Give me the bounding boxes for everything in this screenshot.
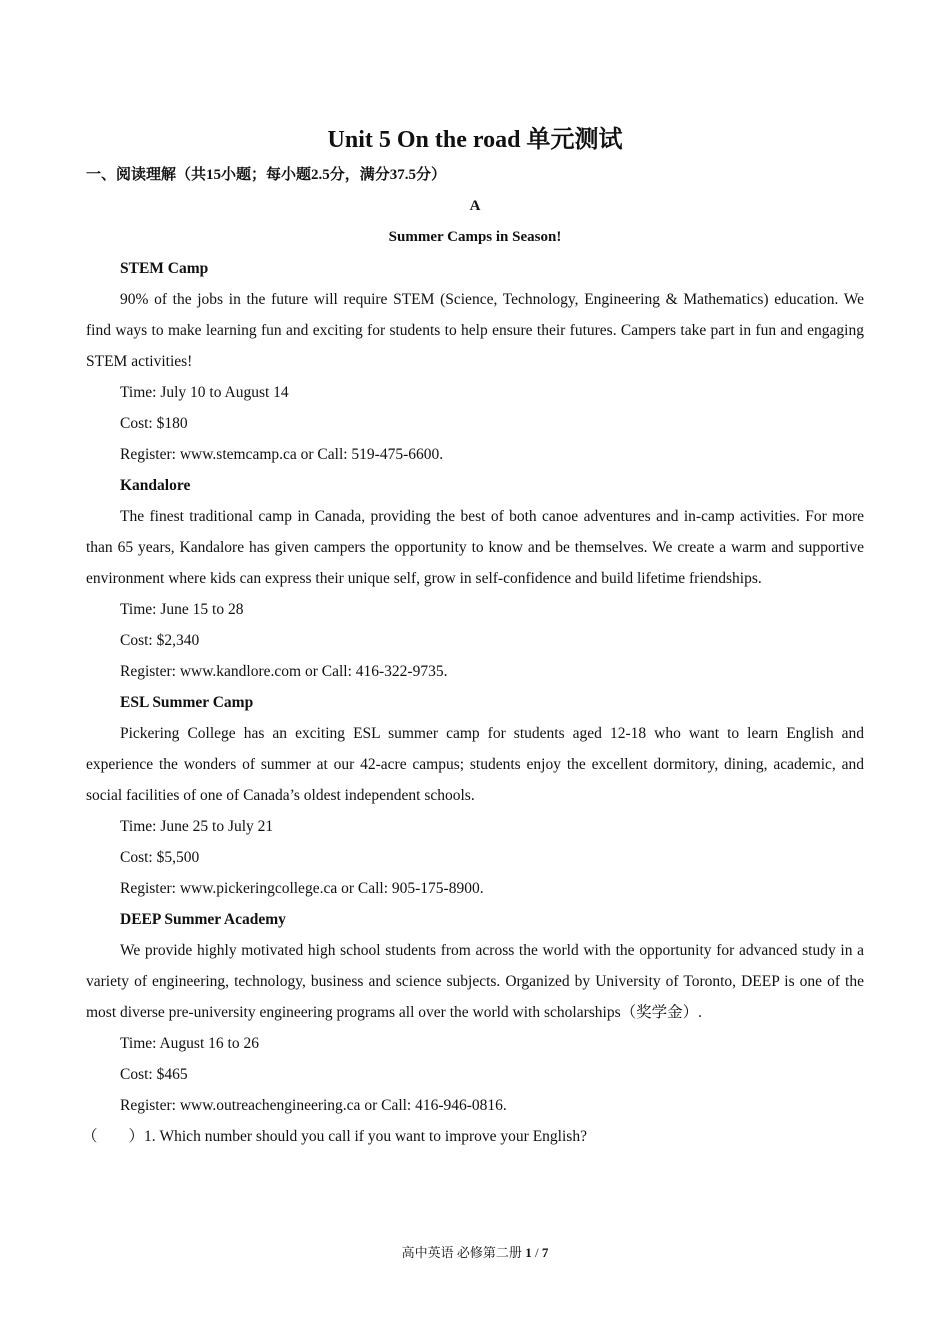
camp-name: Kandalore: [120, 477, 191, 494]
camp-block-deep: [86, 904, 864, 1121]
passage-title: Summer Camps in Season!: [388, 229, 562, 245]
document-page: [82, 120, 864, 1152]
camp-time: Time: July 10 to August 14: [120, 384, 289, 401]
camp-register: Register: www.kandlore.com or Call: 416-322-9735.: [120, 663, 448, 680]
camp-cost: Cost: $2,340: [120, 632, 200, 649]
camp-description: We provide highly motivated high school students from across the world with the opportunity for advanced study in a variety of engineering, technology, business and science subjects. Organized by University of Toronto, DEEP is one of the most diverse pre-university engineering programs all over the world with scholarships（奖学金）.: [86, 942, 864, 1021]
camp-time: Time: June 15 to 28: [120, 601, 244, 618]
camp-time: Time: June 25 to July 21: [120, 818, 274, 835]
camp-name: STEM Camp: [120, 260, 209, 277]
camp-register: Register: www.pickeringcollege.ca or Call: 905-175-8900.: [120, 880, 484, 897]
footer-label: 高中英语 必修第二册: [401, 1245, 522, 1260]
camp-block-esl: [86, 687, 864, 904]
camp-time: Time: August 16 to 26: [120, 1035, 259, 1052]
camp-name: DEEP Summer Academy: [120, 911, 286, 928]
camp-cost: Cost: $465: [120, 1066, 188, 1083]
camp-description: The finest traditional camp in Canada, providing the best of both canoe adventures and in-camp activities. For more than 65 years, Kandalore has given campers the opportunity to know and be themselves. We create a warm and supportive environment where kids can express their unique self, grow in self-confidence and build lifetime friendships.: [86, 508, 864, 587]
camp-block-stem: [86, 253, 864, 470]
camp-cost: Cost: $5,500: [120, 849, 200, 866]
section-heading: 一、阅读理解（共15小题；每小题2.5分，满分37.5分）: [86, 167, 447, 183]
camp-register: Register: www.outreachengineering.ca or Call: 416-946-0816.: [120, 1097, 507, 1114]
camp-description: Pickering College has an exciting ESL summer camp for students aged 12-18 who want to learn English and experience the wonders of summer at our 42-acre campus; students enjoy the excellent dormitory, dining, academic, and social facilities of one of Canada’s oldest independent schools.: [86, 725, 864, 804]
footer-separator: /: [534, 1245, 539, 1260]
camp-block-kandalore: [86, 470, 864, 687]
passage-letter: A: [469, 198, 481, 214]
page-footer: [0, 1243, 950, 1263]
camp-description: 90% of the jobs in the future will require STEM (Science, Technology, Engineering & Mathematics) education. We find ways to make learning fun and exciting for students to help ensure their futures. Campers take part in fun and engaging STEM activities!: [86, 291, 864, 370]
footer-page-total: 7: [541, 1245, 549, 1260]
camp-cost: Cost: $180: [120, 415, 188, 432]
camp-name: ESL Summer Camp: [120, 694, 254, 711]
footer-page-number: 1: [525, 1245, 532, 1260]
camp-register: Register: www.stemcamp.ca or Call: 519-475-6600.: [120, 446, 444, 463]
page-title: Unit 5 On the road 单元测试: [327, 127, 623, 153]
question-1: （ ）1. Which number should you call if you want to improve your English?: [82, 1128, 587, 1145]
